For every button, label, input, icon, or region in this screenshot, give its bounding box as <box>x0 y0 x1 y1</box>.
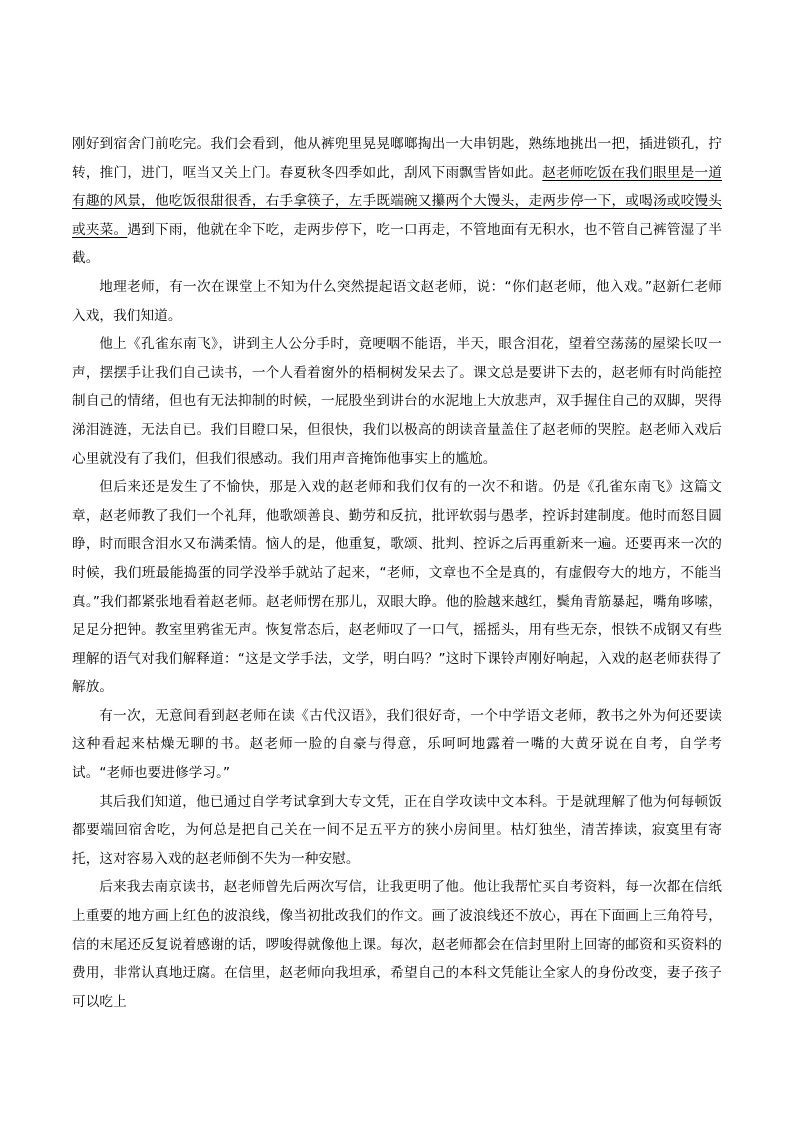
paragraph-3: 他上《孔雀东南飞》，讲到主人公分手时，竟哽咽不能语，半天，眼含泪花，望着空荡荡的屋梁长叹一声，摆摆手让我们自己读书，一个人看着窗外的梧桐树发呆去了。课文总是要讲下去的，赵老师有时尚能控制自己的情绪，但也有无法抑制的时候，一屁股坐到讲台的水泥地上大放悲声，双手握住自己的双脚，哭得涕泪涟涟，无法自已。我们目瞪口呆，但很快，我们以极高的朗读音量盖住了赵老师的哭腔。赵老师入戏后心里就没有了我们，但我们很感动。我们用声音掩饰他事实上的尴尬。 <box>72 336 722 467</box>
underlined-passage: 赵老师吃饭在我们眼里是一道有趣的风景，他吃饭很甜很香，右手拿筷子，左手既端碗又攥两个大馒头，走两步停一下，或喝汤或咬馒头或夹菜。 <box>72 164 722 238</box>
paragraph-2: 地理老师，有一次在课堂上不知为什么突然提起语文赵老师，说：“你们赵老师，他入戏。”赵新仁老师入戏，我们知道。 <box>72 278 722 324</box>
paragraph-7: 后来我去南京读书，赵老师曾先后两次写信，让我更明了他。他让我帮忙买自考资料，每一次都在信纸上重要的地方画上红色的波浪线，像当初批改我们的作文。画了波浪线还不放心，再在下面画上三角符号，信的末尾还反复说着感谢的话，啰唆得就像他上课。每次，赵老师都会在信封里附上回寄的邮资和买资料的费用，非常认真地迂腐。在信里，赵老师向我坦承，希望自己的本科文凭能让全家人的身份改变，妻子孩子可以吃上 <box>72 879 722 1010</box>
paragraph-5: 有一次，无意间看到赵老师在读《古代汉语》，我们很好奇，一个中学语文老师，教书之外为何还要读这种看起来枯燥无聊的书。赵老师一脸的自豪与得意，乐呵呵地露着一嘴的大黄牙说在自考，自学考试。“老师也要进修学习。” <box>72 707 722 782</box>
paragraph-1-text-start: 刚好到宿舍门前吃完。我们会看到，他从裤兜里晃晃啷啷掏出一大串钥匙，熟练地挑出一把，插进锁孔，拧转，推门，进门，哐当又关上门。春夏秋冬四季如此，刮风下雨飘雪皆如此。 <box>72 136 722 181</box>
paragraph-6: 其后我们知道，他已通过自学考试拿到大专文凭，正在自学攻读中文本科。于是就理解了他为何每顿饭都要端回宿舍吃，为何总是把自己关在一间不足五平方的狭小房间里。枯灯独坐，清苦捧读，寂寞里有寄托，这对容易入戏的赵老师倒不失为一种安慰。 <box>72 793 722 867</box>
paragraph-1 <box>72 130 722 273</box>
paragraph-1-text-end: 遇到下雨，他就在伞下吃，走两步停下，吃一口再走，不管地面有无积水，也不管自己裤管湿了半截。 <box>72 221 723 267</box>
paragraph-4: 但后来还是发生了不愉快，那是入戏的赵老师和我们仅有的一次不和谐。仍是《孔雀东南飞》这篇文章，赵老师教了我们一个礼拜，他歌颂善良、勤劳和反抗，批评软弱与愚孝，控诉封建制度。他时而怒目圆睁，时而眼含泪水又布满柔情。恼人的是，他重复，歌颂、批判、控诉之后再重新来一遍。还要再来一次的时候，我们班最能捣蛋的同学没举手就站了起来，“老师，文章也不全是真的，有虚假夸大的地方，不能当真。”我们都紧张地看着赵老师。赵老师愣在那儿，双眼大睁。他的脸越来越红，鬓角青筋暴起，嘴角哆嗦，足足分把钟。教室里鸦雀无声。恢复常态后，赵老师叹了一口气，摇摇头，用有些无奈，恨铁不成钢又有些理解的语气对我们解释道：“这是文学手法，文学，明白吗？”这时下课铃声刚好响起，入戏的赵老师获得了解放。 <box>72 479 722 696</box>
article-body <box>72 130 722 1016</box>
